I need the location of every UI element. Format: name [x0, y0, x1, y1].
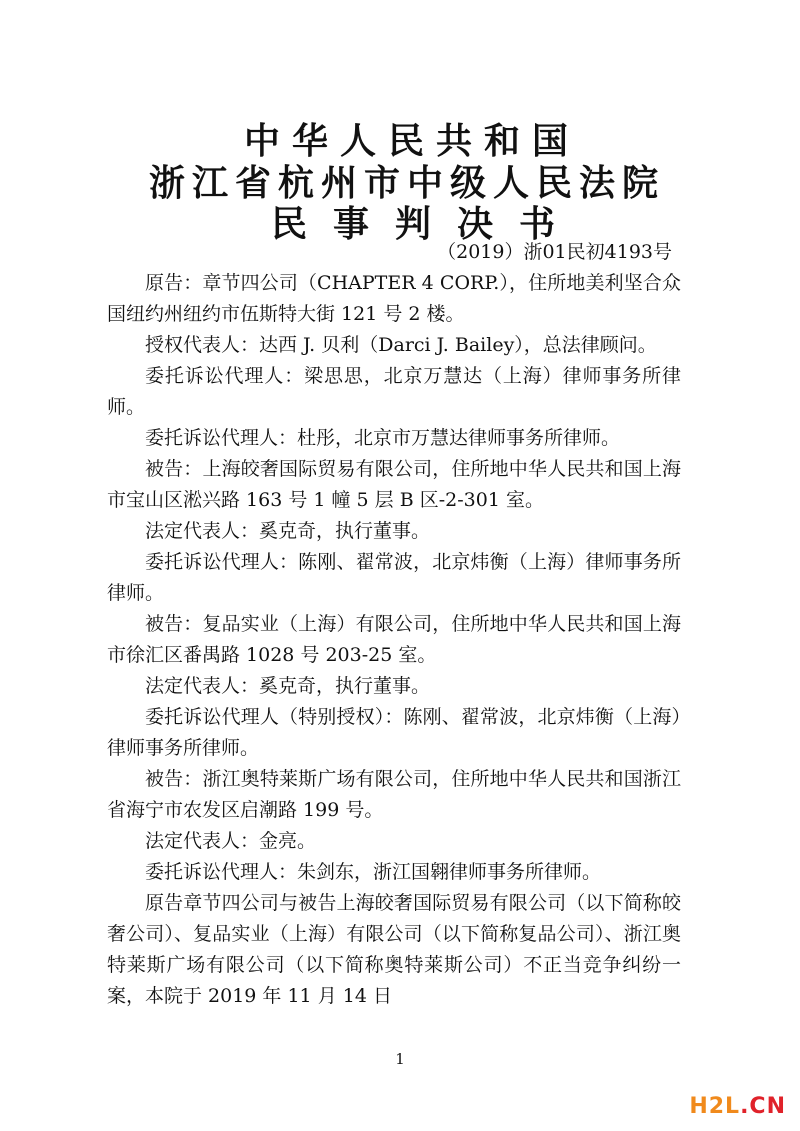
case-number: （2019）浙01民初4193号: [437, 241, 672, 263]
paragraph-defendant-1: 被告：上海皎奢国际贸易有限公司，住所地中华人民共和国上海市宝山区淞兴路 163 号 1 幢 5 层 B 区-2-301 室。: [107, 458, 681, 511]
paragraph-defendant-3-agent: 委托诉讼代理人：朱剑东，浙江国翱律师事务所律师。: [145, 861, 602, 883]
page-number: 1: [395, 1050, 405, 1068]
paragraph-defendant-2: 被告：复品实业（上海）有限公司，住所地中华人民共和国上海市徐汇区番禺路 1028 号 203-25 室。: [107, 613, 681, 666]
paragraph-defendant-1-agent: 委托诉讼代理人：陈刚、翟常波，北京炜衡（上海）律师事务所律师。: [107, 551, 681, 604]
paragraph-plaintiff-representative: 授权代表人：达西 J. 贝利（Darci J. Bailey），总法律顾问。: [145, 334, 657, 356]
paragraph-case-summary: 原告章节四公司与被告上海皎奢国际贸易有限公司（以下简称皎奢公司）、复品实业（上海）有限公司（以下简称复品公司）、浙江奥特莱斯广场有限公司（以下简称奥特莱斯公司）不正当竞争纠纷一案，本院于 2019 年 11 月 14 日: [107, 892, 681, 1007]
paragraph-plaintiff-agent-1: 委托诉讼代理人：梁思思，北京万慧达（上海）律师事务所律师。: [107, 365, 681, 418]
judgment-body: [107, 268, 681, 1012]
watermark-part-2: .CN: [740, 1094, 786, 1119]
paragraph-defendant-2-agent: 委托诉讼代理人（特别授权）：陈刚、翟常波，北京炜衡（上海）律师事务所律师。: [107, 706, 681, 759]
paragraph-defendant-3: 被告：浙江奥特莱斯广场有限公司，住所地中华人民共和国浙江省海宁市农发区启潮路 199 号。: [107, 768, 681, 821]
paragraph-defendant-3-legal-rep: 法定代表人：金亮。: [145, 830, 317, 852]
document-title-line-3: 民事判决书: [270, 204, 581, 245]
site-watermark-logo: [689, 1094, 786, 1119]
document-title-line-2: 浙江省杭州市中级人民法院: [148, 163, 665, 204]
watermark-part-1: H2L: [689, 1094, 741, 1119]
paragraph-plaintiff-agent-2: 委托诉讼代理人：杜彤，北京市万慧达律师事务所律师。: [145, 427, 621, 449]
paragraph-defendant-1-legal-rep: 法定代表人：奚克奇，执行董事。: [145, 520, 431, 542]
document-title-line-1: 中华人民共和国: [243, 121, 580, 162]
paragraph-plaintiff: 原告：章节四公司（CHAPTER 4 CORP.），住所地美利坚合众国纽约州纽约市伍斯特大街 121 号 2 楼。: [107, 272, 681, 325]
paragraph-defendant-2-legal-rep: 法定代表人：奚克奇，执行董事。: [145, 675, 431, 697]
